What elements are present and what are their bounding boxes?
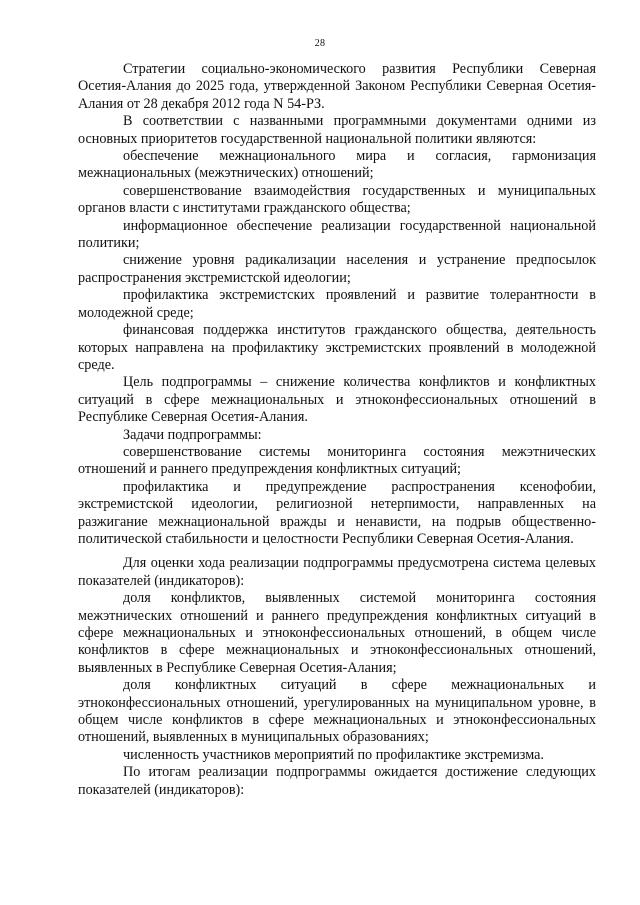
paragraph-subprogram-goal: Цель подпрограммы – снижение количества конфликтов и конфликтных ситуаций в сфере межнациональных и этноконфессиональных отношений в Республике Северная Осетия-Алания. bbox=[78, 374, 596, 426]
task-item: совершенствование системы мониторинга состояния межэтнических отношений и раннего предупреждения конфликтных ситуаций; bbox=[78, 443, 596, 478]
paragraph-strategy-reference: Стратегии социально-экономического развития Республики Северная Осетия-Алания до 2025 года, утвержденной Законом Республики Северная Осетия-Алания от 28 декабря 2012 года N 54-РЗ. bbox=[78, 61, 596, 112]
priority-item: профилактика экстремистских проявлений и развитие толерантности в молодежной среде; bbox=[78, 287, 596, 321]
priority-item: обеспечение межнационального мира и согласия, гармонизация межнациональных (межэтнических) отношений; bbox=[78, 148, 596, 182]
indicator-item: численность участников мероприятий по профилактике экстремизма. bbox=[123, 746, 544, 763]
priority-item: совершенствование взаимодействия государственных и муниципальных органов власти с институтами гражданского общества; bbox=[78, 182, 596, 217]
document-body bbox=[78, 61, 596, 799]
task-item: профилактика и предупреждение распространения ксенофобии, экстремистской идеологии, религиозной нетерпимости, направленных на разжигание межнациональной вражды и ненависти, на подрыв общественно-политической стабильности и целостности Республики Северная Осетия-Алания. bbox=[78, 478, 596, 547]
paragraph-indicators-intro: Для оценки хода реализации подпрограммы предусмотрена система целевых показателей (индикаторов): bbox=[78, 555, 596, 589]
indicator-item: доля конфликтов, выявленных системой мониторинга состояния межэтнических отношений и раннего предупреждения конфликтных ситуаций в сфере межнациональных и этноконфессиональных отношений, в общем числе конфликтов в сфере межнациональных и этноконфессиональных отношений, выявленных в Республике Северная Осетия-Алания; bbox=[78, 590, 596, 676]
priority-item: финансовая поддержка институтов гражданского общества, деятельность которых направлена на профилактику экстремистских проявлений в молодежной среде. bbox=[78, 322, 596, 373]
paragraph-priorities-intro: В соответствии с названными программными документами одними из основных приоритетов государственной национальной политики являются: bbox=[78, 113, 596, 147]
priority-item: снижение уровня радикализации населения и устранение предпосылок распространения экстремистской идеологии; bbox=[78, 252, 596, 286]
paragraph-tasks-heading: Задачи подпрограммы: bbox=[123, 426, 262, 443]
indicator-item: доля конфликтных ситуаций в сфере межнациональных и этноконфессиональных отношений, урегулированных на муниципальном уровне, в общем числе конфликтов в сфере межнациональных и этноконфессиональных отношений, выявленных в муниципальных образованиях; bbox=[78, 677, 596, 746]
priority-item: информационное обеспечение реализации государственной национальной политики; bbox=[78, 217, 596, 252]
page-number: 28 bbox=[314, 38, 326, 49]
paragraph-expected-results: По итогам реализации подпрограммы ожидается достижение следующих показателей (индикаторов): bbox=[78, 764, 596, 798]
